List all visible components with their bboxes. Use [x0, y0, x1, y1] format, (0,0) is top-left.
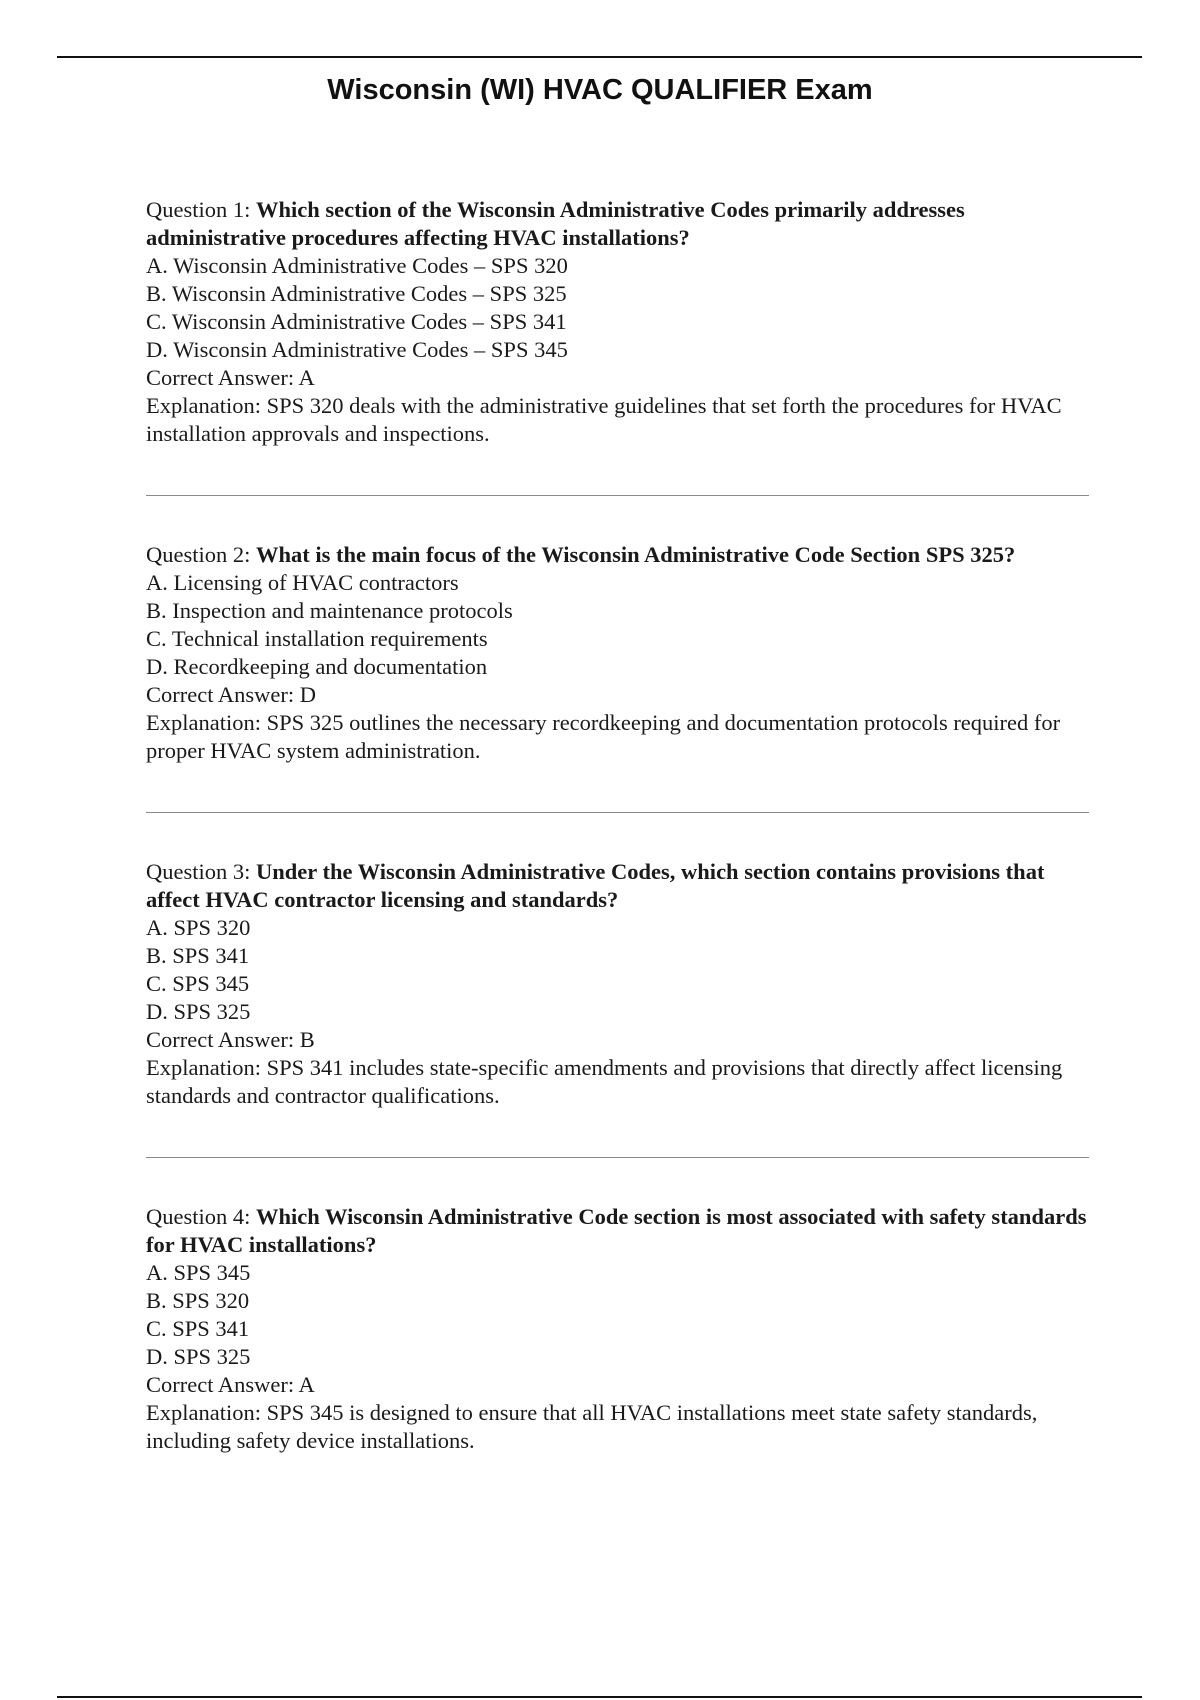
question-3 — [146, 858, 1096, 1110]
correct-answer: Correct Answer: B — [146, 1027, 315, 1052]
option-c: C. Technical installation requirements — [146, 626, 488, 651]
question-header — [146, 858, 1096, 914]
option-d: D. Wisconsin Administrative Codes – SPS 345 — [146, 337, 568, 362]
question-number: Question 3: — [146, 859, 251, 884]
question-text: Which Wisconsin Administrative Code section is most associated with safety standards for HVAC installations? — [146, 1204, 1087, 1257]
question-text: What is the main focus of the Wisconsin Administrative Code Section SPS 325? — [256, 542, 1016, 567]
question-header — [146, 1203, 1096, 1259]
question-1 — [146, 196, 1096, 448]
option-a: A. SPS 345 — [146, 1260, 251, 1285]
question-divider — [146, 495, 1089, 496]
question-list — [146, 196, 1096, 1455]
question-text: Which section of the Wisconsin Administrative Codes primarily addresses administrative procedures affecting HVAC installations? — [146, 197, 965, 250]
option-a: A. Licensing of HVAC contractors — [146, 570, 459, 595]
question-divider — [146, 1157, 1089, 1158]
question-number: Question 4: — [146, 1204, 251, 1229]
option-d: D. SPS 325 — [146, 999, 251, 1024]
option-b: B. Wisconsin Administrative Codes – SPS 325 — [146, 281, 567, 306]
question-2 — [146, 541, 1096, 765]
option-d: D. SPS 325 — [146, 1344, 251, 1369]
option-c: C. SPS 341 — [146, 1316, 250, 1341]
option-c: C. SPS 345 — [146, 971, 250, 996]
question-number: Question 1: — [146, 197, 251, 222]
question-header — [146, 196, 1096, 252]
option-b: B. SPS 341 — [146, 943, 250, 968]
correct-answer: Correct Answer: D — [146, 682, 316, 707]
bottom-rule — [57, 1696, 1142, 1698]
explanation: Explanation: SPS 325 outlines the necessary recordkeeping and documentation protocols required for proper HVAC system administration. — [146, 710, 1061, 763]
explanation: Explanation: SPS 345 is designed to ensure that all HVAC installations meet state safety standards, including safety device installations. — [146, 1400, 1038, 1453]
option-b: B. Inspection and maintenance protocols — [146, 598, 513, 623]
explanation: Explanation: SPS 341 includes state-specific amendments and provisions that directly affect licensing standards and contractor qualifications. — [146, 1055, 1063, 1108]
document-title: Wisconsin (WI) HVAC QUALIFIER Exam — [327, 74, 873, 106]
correct-answer: Correct Answer: A — [146, 1372, 315, 1397]
explanation: Explanation: SPS 320 deals with the administrative guidelines that set forth the procedures for HVAC installation approvals and inspections. — [146, 393, 1062, 446]
top-rule — [57, 56, 1142, 58]
option-d: D. Recordkeeping and documentation — [146, 654, 488, 679]
question-4 — [146, 1203, 1096, 1455]
option-b: B. SPS 320 — [146, 1288, 250, 1313]
option-a: A. SPS 320 — [146, 915, 251, 940]
option-a: A. Wisconsin Administrative Codes – SPS 320 — [146, 253, 568, 278]
question-divider — [146, 812, 1089, 813]
question-text: Under the Wisconsin Administrative Codes, which section contains provisions that affect HVAC contractor licensing and standards? — [146, 859, 1045, 912]
question-number: Question 2: — [146, 542, 251, 567]
option-c: C. Wisconsin Administrative Codes – SPS 341 — [146, 309, 567, 334]
question-header — [146, 541, 1096, 569]
correct-answer: Correct Answer: A — [146, 365, 315, 390]
